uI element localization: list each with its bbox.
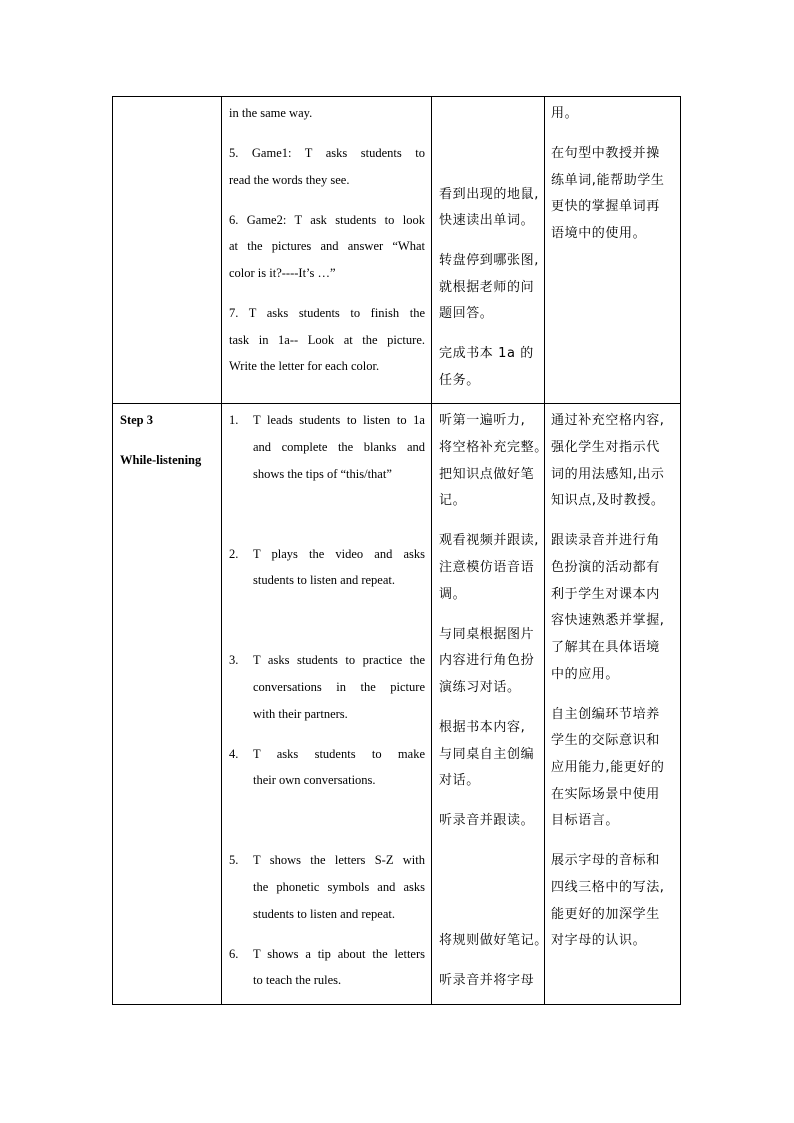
text-line: T shows the letters S-Z with [253, 853, 425, 867]
text-line: T plays the video and asks [253, 547, 425, 561]
design-intent: 色扮演的活动都有 [551, 560, 660, 575]
design-intent: 能更好的加深学生 [551, 907, 660, 922]
student-activity: 演练习对话。 [439, 680, 521, 695]
text-line: students to listen and repeat. [253, 573, 395, 587]
item-number: 3. [229, 653, 239, 667]
text-line: their own conversations. [253, 773, 376, 787]
design-intent: 在句型中教授并操 [551, 146, 660, 161]
design-intent: 通过补充空格内容, [551, 413, 665, 428]
text-line: task in 1a-- Look at the picture. [229, 333, 425, 347]
text-line: shows the tips of “this/that” [253, 467, 392, 481]
student-activity: 就根据老师的问 [439, 280, 535, 295]
student-activity: 调。 [439, 587, 467, 602]
student-activity: 与同桌自主创编 [439, 747, 535, 762]
design-intent: 利于学生对课本内 [551, 587, 660, 602]
text-line: 6. Game2: T ask students to look [229, 213, 425, 227]
item-number: 2. [229, 547, 239, 561]
text-line: T leads students to listen to 1a [253, 413, 425, 427]
student-activity: 听录音并跟读。 [439, 813, 535, 828]
step-label: Step 3 [120, 413, 153, 427]
student-activity: 内容进行角色扮 [439, 653, 535, 668]
text-line: at the pictures and answer “What [229, 239, 425, 253]
design-intent: 学生的交际意识和 [551, 733, 660, 748]
student-activity: 听第一遍听力, [439, 413, 526, 428]
student-activity: 快速读出单词。 [439, 213, 535, 228]
item-number: 1. [229, 413, 239, 427]
text-line: students to listen and repeat. [253, 907, 395, 921]
text-line: conversations in the picture [253, 680, 425, 694]
text-line: with their partners. [253, 707, 348, 721]
text-line: Write the letter for each color. [229, 359, 380, 373]
item-number: 4. [229, 747, 239, 761]
text-line: to teach the rules. [253, 973, 342, 987]
student-activity: 与同桌根据图片 [439, 627, 535, 642]
design-intent: 自主创编环节培养 [551, 707, 660, 722]
design-intent: 应用能力,能更好的 [551, 760, 665, 775]
student-activity: 看到出现的地鼠, [439, 187, 539, 202]
item-number: 6. [229, 947, 239, 961]
student-activity: 注意模仿语音语 [439, 560, 535, 575]
student-activity: 对话。 [439, 773, 480, 788]
text-line: read the words they see. [229, 173, 350, 187]
text-line: 7. T asks students to finish the [229, 306, 425, 320]
design-intent: 四线三格中的写法, [551, 880, 665, 895]
student-activity: 转盘停到哪张图, [439, 253, 539, 268]
text-line: 5. Game1: T asks students to [229, 146, 425, 160]
student-activity: 记。 [439, 493, 467, 508]
student-activity: 任务。 [439, 373, 480, 388]
design-intent: 练单词,能帮助学生 [551, 173, 665, 188]
design-intent: 目标语言。 [551, 813, 620, 828]
student-activity: 听录音并将字母 [439, 973, 535, 988]
student-activity: 将空格补充完整。 [439, 440, 548, 455]
design-intent: 词的用法感知,出示 [551, 467, 665, 482]
design-intent: 容快速熟悉并掌握, [551, 613, 665, 628]
text-line: color is it?----It’s …” [229, 266, 336, 280]
design-intent: 用。 [551, 106, 579, 121]
design-intent: 语境中的使用。 [551, 226, 647, 241]
item-number: 5. [229, 853, 239, 867]
row-divider [113, 403, 680, 404]
design-intent: 知识点,及时教授。 [551, 493, 665, 508]
column-divider [221, 97, 222, 1004]
student-activity: 将规则做好笔记。 [439, 933, 548, 948]
design-intent: 了解其在具体语境 [551, 640, 660, 655]
text-line: T asks students to practice the [253, 653, 425, 667]
design-intent: 对字母的认识。 [551, 933, 647, 948]
design-intent: 跟读录音并进行角 [551, 533, 660, 548]
student-activity: 把知识点做好笔 [439, 467, 535, 482]
design-intent: 强化学生对指示代 [551, 440, 660, 455]
text-line: and complete the blanks and [253, 440, 425, 454]
student-activity: 观看视频并跟读, [439, 533, 539, 548]
text-line: T shows a tip about the letters [253, 947, 425, 961]
student-activity: 完成书本 1a 的 [439, 346, 534, 361]
design-intent: 在实际场景中使用 [551, 787, 660, 802]
student-activity: 根据书本内容, [439, 720, 526, 735]
stage-label: While-listening [120, 453, 202, 467]
column-divider [431, 97, 432, 1004]
text-line: T asks students to make [253, 747, 425, 761]
column-divider [544, 97, 545, 1004]
student-activity: 题回答。 [439, 306, 494, 321]
design-intent: 中的应用。 [551, 667, 620, 682]
design-intent: 展示字母的音标和 [551, 853, 660, 868]
text-line: the phonetic symbols and asks [253, 880, 425, 894]
continuation-text: in the same way. [229, 106, 313, 120]
design-intent: 更快的掌握单词再 [551, 199, 660, 214]
